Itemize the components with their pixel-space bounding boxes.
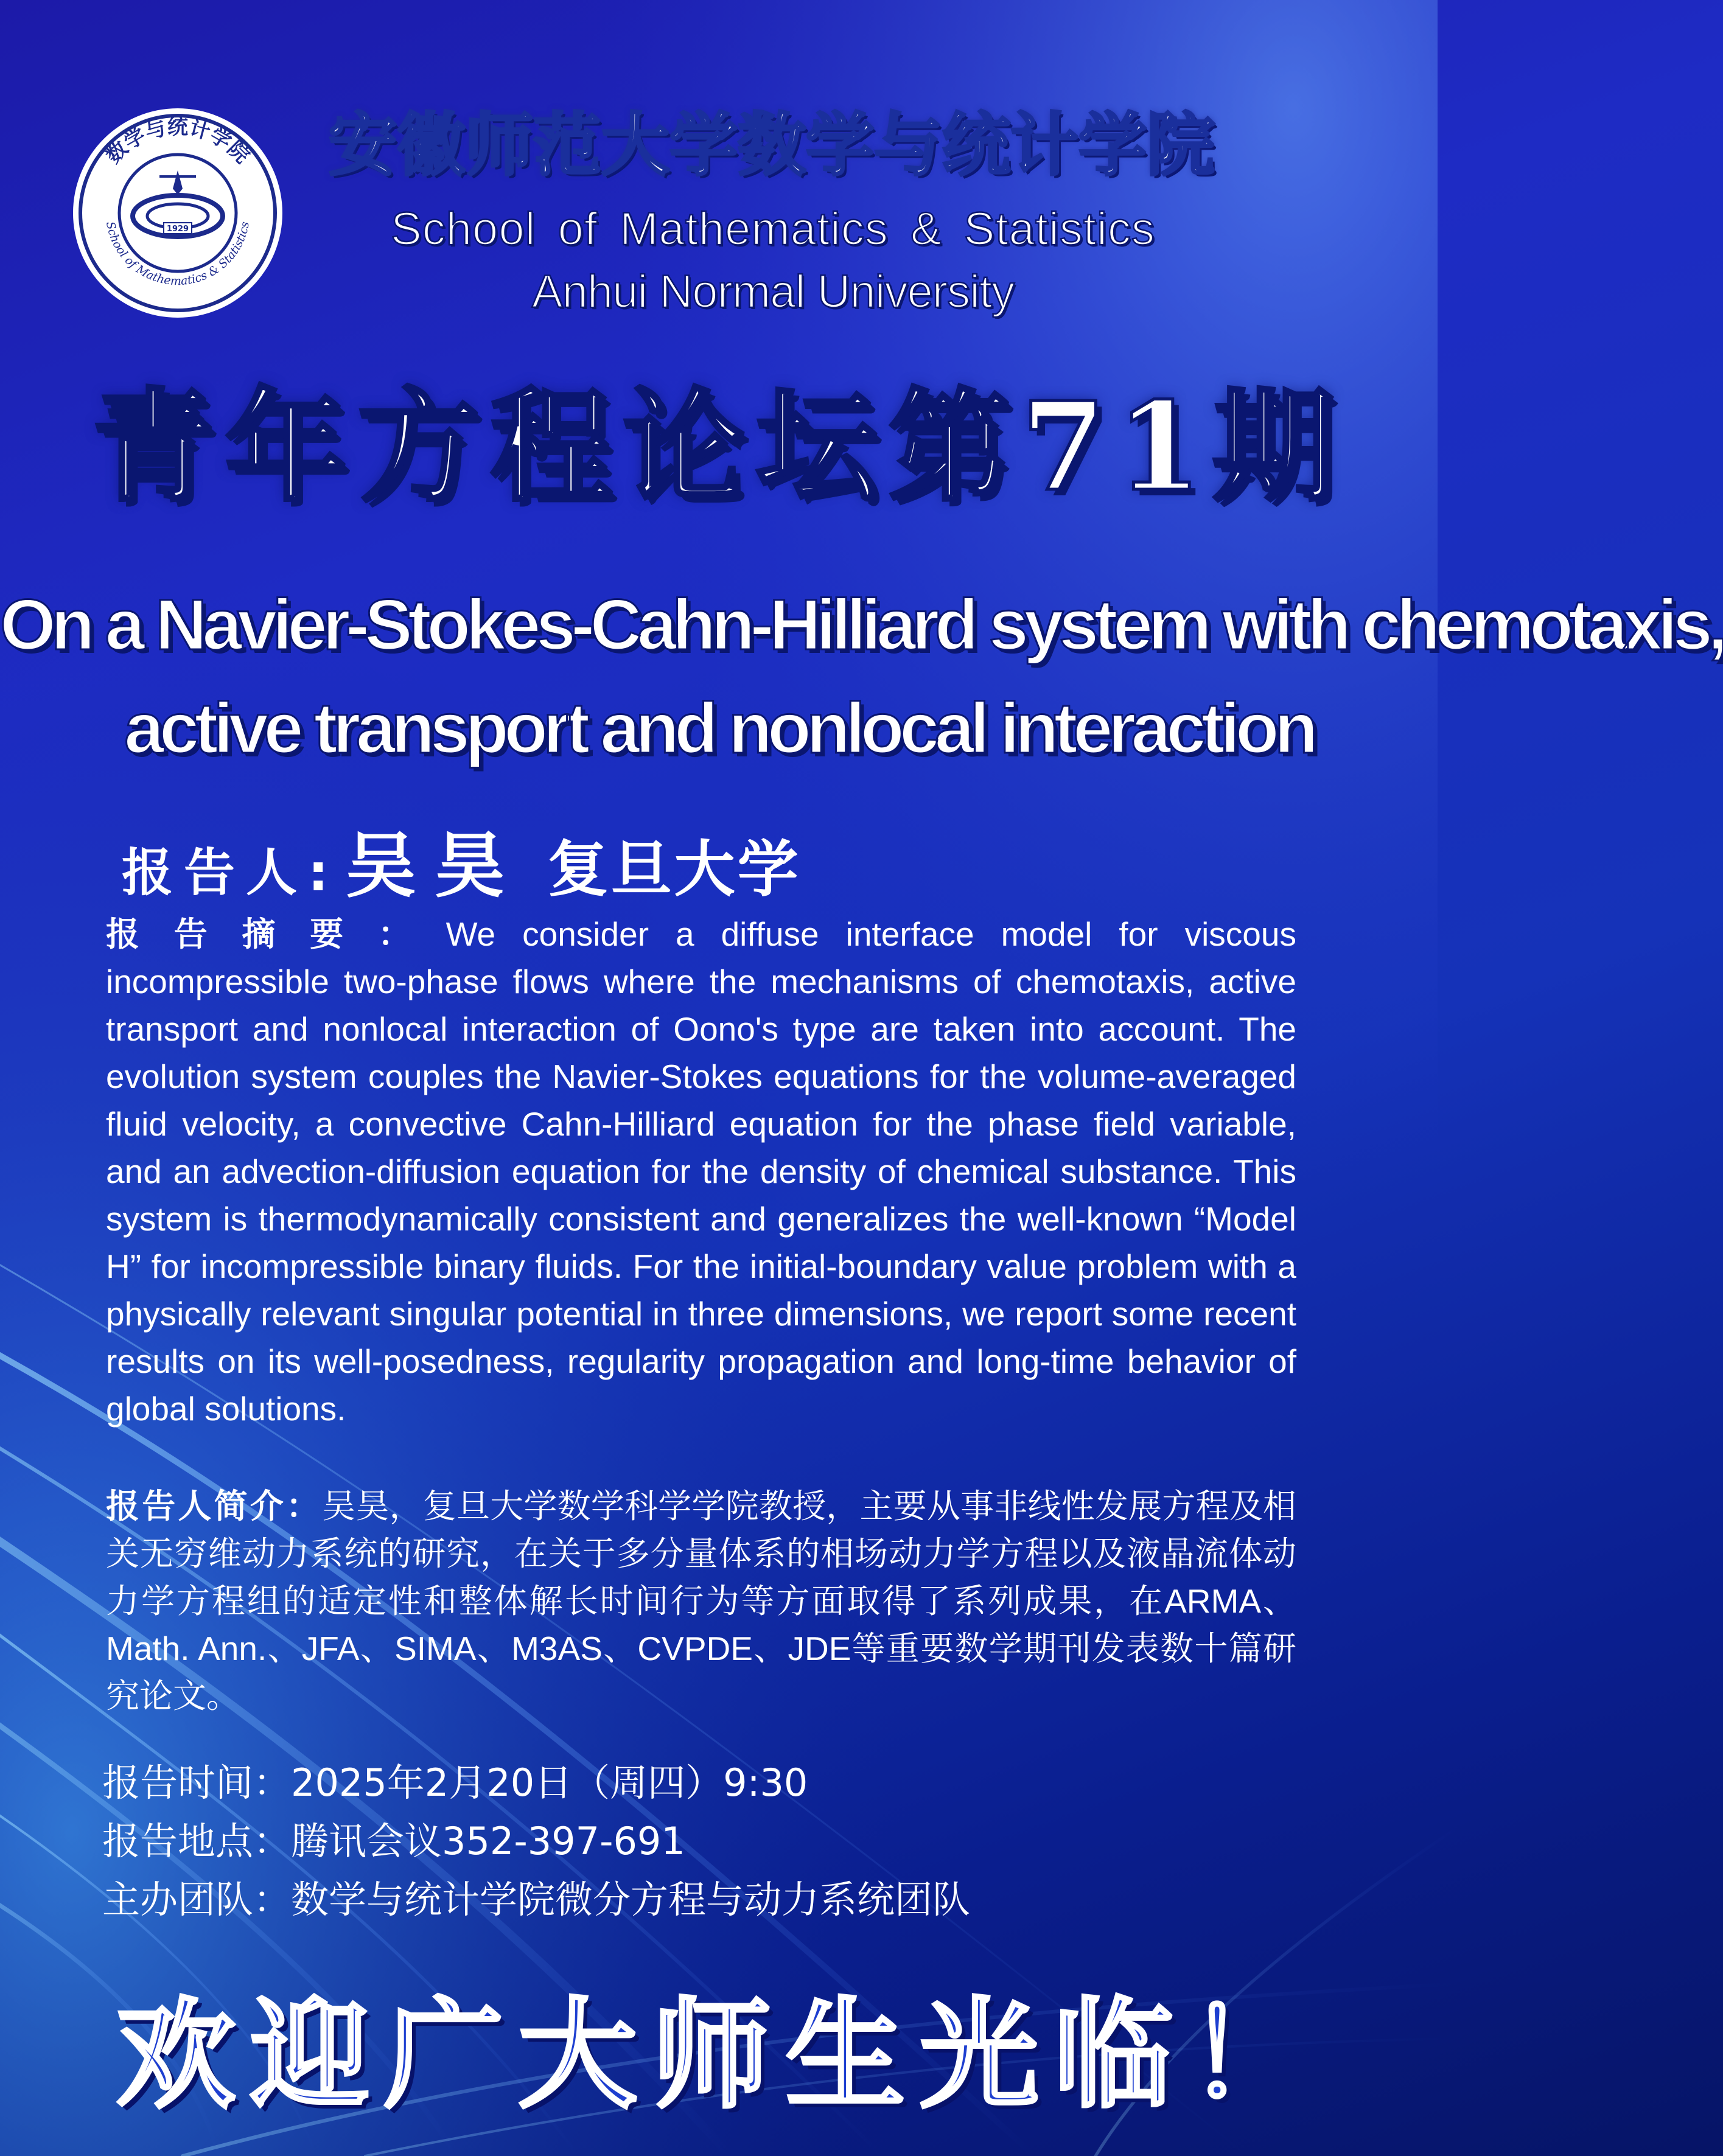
host-team-line [102,1869,970,1924]
bio-label: 报告人简介： [106,1487,323,1526]
host-label: 主办团队： [102,1877,292,1922]
talk-time-line [102,1753,808,1807]
abstract-paragraph [106,910,1296,1432]
university-name-english: Anhui Normal University [531,266,1015,318]
place-value: 腾讯会议352-397-691 [291,1819,685,1863]
logo-year-text: 1929 [166,225,189,234]
school-emblem-icon [68,103,287,323]
logo-arc-top-text: 数学与统计学院 [101,115,254,169]
host-value: 数学与统计学院微分方程与动力系统团队 [291,1877,971,1922]
school-name-english: School of Mathematics & Statistics [391,203,1155,255]
talk-place-line [102,1811,685,1865]
bio-text: 吴昊，复旦大学数学科学学院教授，主要从事非线性发展方程及相关无穷维动力系统的研究，在关于多分量体系的相场动力学方程以及液晶流体动力学方程组的适定性和整体解长时间行为等方面取得了系列成果，在ARMA、Math. Ann.、JFA、SIMA、M3AS、CVPDE、JDE等重要数学期刊发表数十篇研究论文。 [106,1487,1296,1715]
place-label: 报告地点： [102,1819,292,1863]
talk-title-line-2: active transport and nonlocal interaction [124,688,1313,769]
abstract-text: We consider a diffuse interface model for viscous incompressible two-phase flows where the mechanisms of chemotaxis, active transport and nonlocal interaction of Oono's type are taken into account. The evolution system couples the Navier-Stokes equations for the volume-averaged fluid velocity, a convective Cahn-Hilliard equation for the phase field variable, and an advection-diffusion equation for the density of chemical substance. This system is thermodynamically consistent and generalizes the well-known “Model H” for incompressible binary fluids. For the initial-boundary value problem with a physically relevant singular potential in three dimensions, we report some recent results on its well-posedness, regularity propagation and long-time behavior of global solutions. [106,915,1296,1428]
speaker-line [122,809,801,911]
speaker-institution: 复旦大学 [547,834,801,905]
welcome-slogan: 欢迎广大师生光临！ [116,1985,1321,2125]
school-name-chinese: 安徽师范大学数学与统计学院 [329,106,1215,185]
abstract-label: 报告摘要： [106,915,446,954]
school-logo [68,103,287,323]
logo-arc-bottom-text: School of Mathematics & Statistics [103,220,253,288]
speaker-name: 吴昊 [345,825,523,907]
time-label: 报告时间： [102,1760,292,1805]
forum-title: 青年方程论坛第71期 [92,375,1346,518]
speaker-bio-paragraph [106,1482,1296,1720]
time-value: 2025年2月20日（周四）9:30 [291,1760,808,1805]
speaker-label: 报告人: [122,843,340,902]
talk-title-line-1: On a Navier-Stokes-Cahn-Hilliard system with chemotaxis, [0,585,1723,665]
